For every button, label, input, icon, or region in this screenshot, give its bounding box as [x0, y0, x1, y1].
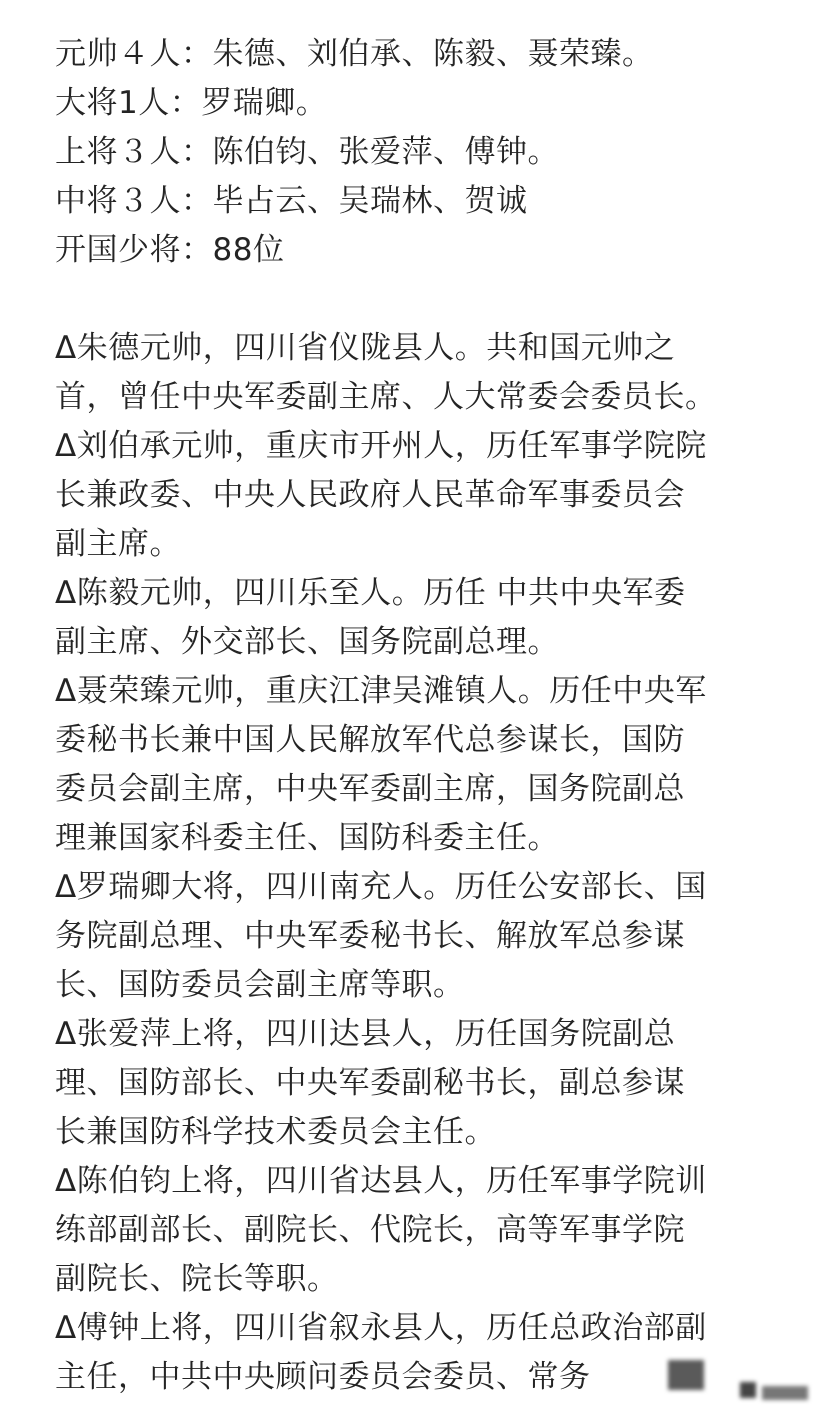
summary-line-lieutenant-generals: 中将３人：毕占云、吴瑞林、贺诚 [55, 183, 528, 219]
redacted-watermark-dot [740, 1382, 756, 1398]
bio-line: 副主席。 [55, 526, 181, 562]
summary-line-marshals: 元帅４人：朱德、刘伯承、陈毅、聂荣臻。 [55, 36, 654, 72]
bio-line: 长、国防委员会副主席等职。 [55, 967, 465, 1003]
bio-line: Δ刘伯承元帅，重庆市开州人，历任军事学院院 [55, 428, 707, 464]
bio-line: 长兼国防科学技术委员会主任。 [55, 1114, 496, 1150]
bio-line: 副院长、院长等职。 [55, 1261, 339, 1297]
bio-line: 委秘书长兼中国人民解放军代总参谋长，国防 [55, 722, 685, 758]
bio-line: 首，曾任中央军委副主席、人大常委会委员长。 [55, 379, 717, 415]
bio-line: 理、国防部长、中央军委副秘书长，副总参谋 [55, 1065, 685, 1101]
bio-line: Δ张爱萍上将，四川达县人，历任国务院副总 [55, 1016, 676, 1052]
paragraph-spacer [55, 275, 795, 324]
bio-line: Δ朱德元帅，四川省仪陇县人。共和国元帅之 [55, 330, 676, 366]
bio-line: 主任，中共中央顾问委员会委员、常务 [55, 1359, 591, 1395]
summary-line-major-generals: 开国少将：88位 [55, 232, 285, 268]
bio-line: 练部副部长、副院长、代院长，高等军事学院 [55, 1212, 685, 1248]
bio-line: Δ陈毅元帅，四川乐至人。历任 中共中央军委 [55, 575, 686, 611]
bio-line: 副主席、外交部长、国务院副总理。 [55, 624, 559, 660]
bio-line: 务院副总理、中央军委秘书长、解放军总参谋 [55, 918, 685, 954]
summary-line-grand-general: 大将1人：罗瑞卿。 [55, 85, 328, 121]
article-text [55, 30, 795, 1402]
bio-line: Δ陈伯钧上将，四川省达县人，历任军事学院训 [55, 1163, 707, 1199]
bio-line: Δ聂荣臻元帅，重庆江津吴滩镇人。历任中央军 [55, 673, 707, 709]
bio-line: 理兼国家科委主任、国防科委主任。 [55, 820, 559, 856]
bio-line: Δ傅钟上将，四川省叙永县人，历任总政治部副 [55, 1310, 707, 1346]
redacted-watermark-block [668, 1360, 704, 1390]
redacted-watermark-text [762, 1386, 808, 1400]
bio-line: 长兼政委、中央人民政府人民革命军事委员会 [55, 477, 685, 513]
bio-line: Δ罗瑞卿大将，四川南充人。历任公安部长、国 [55, 869, 707, 905]
bio-line: 委员会副主席，中央军委副主席，国务院副总 [55, 771, 685, 807]
summary-line-generals: 上将３人：陈伯钧、张爱萍、傅钟。 [55, 134, 559, 170]
